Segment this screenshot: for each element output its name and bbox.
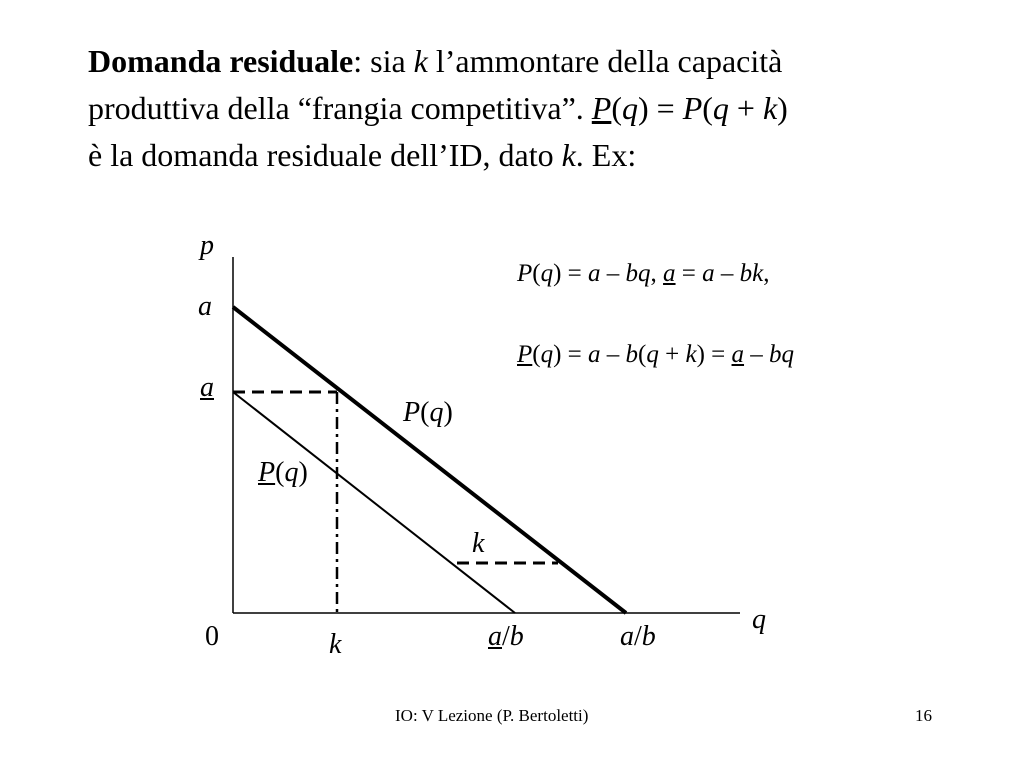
footer-page-number: 16 [915,706,932,725]
title-paren: ( [611,90,622,126]
x-label-a-over-b: a/b [620,621,656,652]
title-q-2: q [712,90,729,126]
title-P: P [682,90,703,126]
equation-2: P(q) = a – b(q + k) = a – bq [517,341,795,368]
title-text-2: l’ammontare della capacità [427,43,783,79]
intercept-label-a: a [198,291,212,322]
equation-1: P(q) = a – bq, a = a – bk, [517,260,770,287]
title-bold: Domanda residuale [88,43,354,79]
footer-course-label: IO: V Lezione (P. Bertoletti) [395,706,589,725]
title-k-2: k [762,90,778,126]
curve-label-P-residual: P(q) [258,457,308,488]
title-text-1: : sia [353,43,414,79]
title-P-residual: P [591,90,612,126]
title-text-4: è la domanda residuale dell’ID, dato [88,137,562,173]
x-label-k: k [329,629,342,660]
gap-label-k: k [472,528,485,559]
title-equals: ) = [638,90,683,126]
intercept-label-a-residual: a [200,372,214,403]
title-text-5: . Ex: [575,137,637,173]
title-plus: + [728,90,763,126]
title-text-3: produttiva della “frangia competitiva”. [88,90,592,126]
x-label-ares-over-b: a/b [488,621,524,652]
title-k: k [413,43,428,79]
title-k-3: k [561,137,576,173]
axis-label-q: q [752,604,766,635]
title-paren-2: ( [702,90,713,126]
origin-label: 0 [205,621,219,652]
axis-label-p: p [200,230,214,261]
curve-label-P: P(q) [403,397,453,428]
title-q: q [622,90,638,126]
title-close-paren: ) [777,90,788,126]
residual-demand-line [233,392,515,613]
